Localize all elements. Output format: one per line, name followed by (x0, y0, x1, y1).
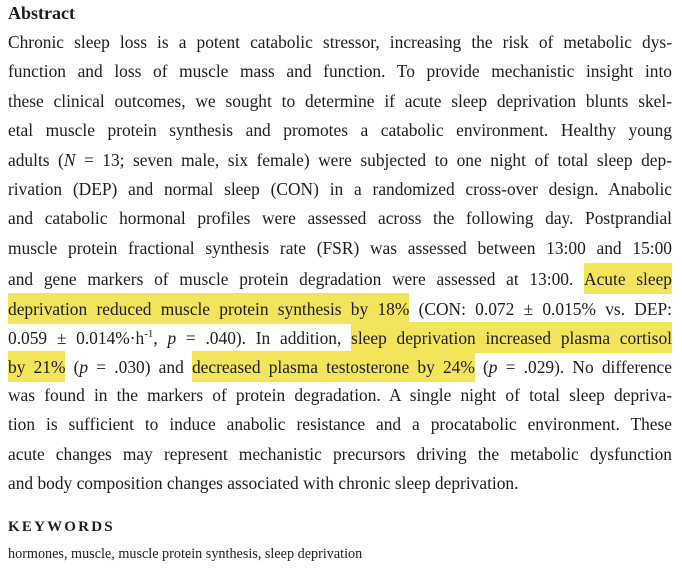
text-segment: was found in the markers of protein degradation. A single night of total sleep depriva- (8, 384, 672, 405)
highlighted-text: Acute sleep (584, 263, 672, 294)
highlighted-text: decreased plasma testosterone by 24% (192, 351, 475, 382)
text-segment: Chronic sleep loss is a potent catabolic stressor, increasing the risk of metabolic dys- (8, 32, 672, 52)
text-segment: and catabolic hormonal profiles were assessed across the following day. Postprandial (8, 208, 672, 229)
text-segment: these clinical outcomes, we sought to determine if acute sleep deprivation blunts skel- (8, 90, 672, 111)
abstract-line (8, 116, 672, 144)
text-segment: function and loss of muscle mass and function. To provide mechanistic insight into (8, 61, 672, 82)
abstract-line (8, 469, 672, 497)
abstract-line (8, 351, 672, 379)
text-segment: tion is sufficient to induce anabolic resistance and a procatabolic environment. These (8, 414, 672, 435)
abstract-line (8, 263, 672, 291)
italic-text: N (63, 149, 76, 170)
text-segment: (CON: 0.072 ± 0.015% vs. DEP: (409, 298, 672, 319)
abstract-line (8, 146, 672, 174)
abstract-line (8, 57, 672, 85)
abstract-line (8, 204, 672, 232)
italic-text: p (79, 357, 89, 378)
abstract-line (8, 175, 672, 203)
text-segment: 0.059 ± 0.014%·h (8, 328, 145, 348)
text-segment: adults ( (8, 149, 64, 170)
abstract-line (8, 440, 672, 468)
text-segment: = 13; seven male, six female) were subjected to one night of total sleep dep- (75, 149, 672, 170)
abstract-line (8, 381, 672, 409)
abstract-line (8, 87, 672, 115)
text-segment: and body composition changes associated with chronic sleep deprivation. (8, 473, 519, 493)
text-segment: and gene markers of muscle protein degradation were assessed at 13:00. (8, 269, 585, 290)
text-segment: ( (65, 357, 80, 378)
abstract-line (8, 293, 672, 321)
keywords-list: hormones, muscle, muscle protein synthesis, sleep deprivation (8, 546, 363, 562)
text-segment: = .030) and (88, 357, 192, 378)
text-segment: rivation (DEP) and normal sleep (CON) in a randomized cross-over design. Anabolic (8, 179, 672, 199)
abstract-line (8, 234, 672, 262)
abstract-line (8, 410, 672, 438)
text-segment: muscle protein fractional synthesis rate (FSR) was assessed between 13:00 and 15:00 (8, 237, 672, 258)
abstract-heading: Abstract (8, 3, 75, 23)
highlighted-text: sleep deprivation increased plasma cortisol (351, 322, 672, 353)
text-segment: = .040). In addition, (176, 328, 352, 348)
highlighted-text: by 21% (8, 351, 65, 382)
italic-text: p (488, 357, 498, 378)
abstract-line (8, 28, 672, 56)
text-segment: -1 (144, 328, 154, 340)
keywords-heading: KEYWORDS (8, 519, 115, 535)
text-segment: acute changes may represent mechanistic precursors driving the metabolic dysfunction (8, 443, 672, 464)
text-segment: ( (474, 357, 489, 378)
abstract-line (8, 322, 672, 350)
text-segment: etal muscle protein synthesis and promotes a catabolic environment. Healthy young (8, 120, 672, 141)
text-segment: , (153, 328, 168, 348)
highlighted-text: deprivation reduced muscle protein synthesis by 18% (8, 293, 409, 324)
italic-text: p (167, 328, 177, 348)
text-segment: = .029). No difference (497, 357, 672, 378)
